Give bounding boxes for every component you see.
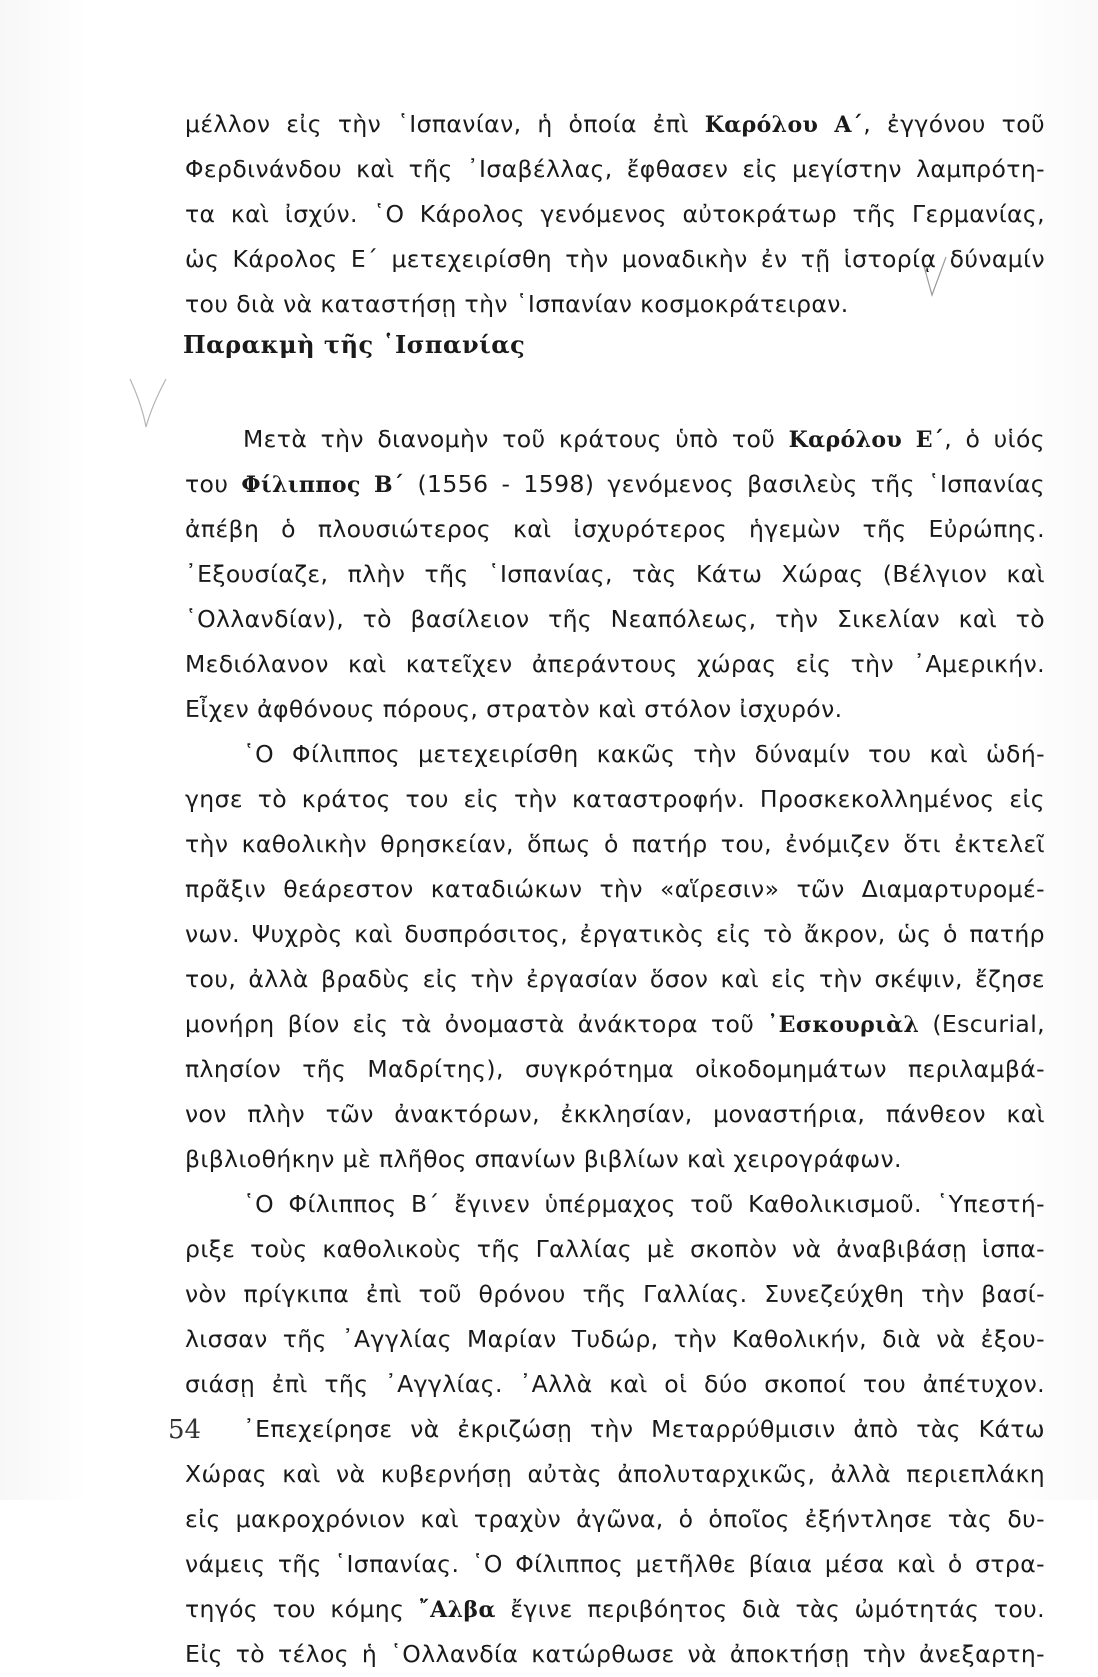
text-line (185, 1272, 1045, 1317)
section-heading: Παρακμὴ τῆς ῾Ισπανίας (183, 330, 526, 359)
text-line (185, 822, 1045, 867)
text-run: νων. Ψυχρὸς καὶ δυσπρόσιτος, ἐργατικὸς εἰς τὸ ἄκρον, ὡς ὁ πατήρ (185, 920, 1045, 948)
text-line (185, 1362, 1045, 1407)
text-line (185, 1407, 1045, 1452)
text-run: ῾Ολλανδίαν), τὸ βασίλειον τῆς Νεαπόλεως, τὴν Σικελίαν καὶ τὸ (185, 605, 1045, 633)
text-run: Φερδινάνδου καὶ τῆς ᾽Ισαβέλλας, ἔφθασεν εἰς μεγίστην λαμπρότη- (185, 155, 1045, 183)
bold-name: Καρόλου Α΄ (704, 112, 864, 138)
text-line (185, 147, 1045, 192)
text-line (185, 1182, 1045, 1227)
text-line (185, 1452, 1045, 1497)
text-run: Χώρας καὶ νὰ κυβερνήσῃ αὐτὰς ἀπολυταρχικῶς, ἀλλὰ περιεπλάκη (185, 1460, 1045, 1488)
text-run: ἔγινε περιβόητος διὰ τὰς ὠμότητάς του. (495, 1595, 1045, 1623)
text-run: , ἐγγόνου τοῦ (863, 110, 1045, 138)
text-run: ριξε τοὺς καθολικοὺς τῆς Γαλλίας μὲ σκοπὸν νὰ ἀναβιβάσῃ ἱσπα- (185, 1235, 1045, 1263)
text-run: εἰς μακροχρόνιον καὶ τραχὺν ἀγῶνα, ὁ ὁποῖος ἐξήντλησε τὰς δυ- (185, 1505, 1045, 1533)
text-line (185, 597, 1045, 642)
pencil-tick-mark (128, 375, 168, 435)
text-line (185, 1047, 1045, 1092)
text-line (185, 687, 1045, 732)
text-run: (Escurial, (919, 1010, 1045, 1038)
text-run: του (185, 470, 242, 498)
text-line (185, 1002, 1045, 1047)
text-run: πλησίον τῆς Μαδρίτης), συγκρότημα οἰκοδομημάτων περιλαμβά- (185, 1055, 1045, 1083)
text-run: του διὰ νὰ καταστήσῃ τὴν ῾Ισπανίαν κοσμοκράτειραν. (185, 290, 849, 318)
text-run: ᾽Επεχείρησε νὰ ἐκριζώσῃ τὴν Μεταρρύθμισιν ἀπὸ τὰς Κάτω (243, 1415, 1045, 1443)
text-run: σιάσῃ ἐπὶ τῆς ᾽Αγγλίας. ᾽Αλλὰ καὶ οἱ δύο σκοποί του ἀπέτυχον. (185, 1370, 1045, 1398)
bold-name: Καρόλου Ε΄ (788, 427, 945, 453)
text-line (185, 777, 1045, 822)
text-line (185, 1497, 1045, 1542)
bold-name: Φίλιππος Β΄ (241, 472, 405, 498)
text-run: ὡς Κάρολος Ε΄ μετεχειρίσθη τὴν μοναδικὴν ἐν τῇ ἱστορίᾳ δύναμίν (185, 245, 1045, 273)
text-run: νὸν πρίγκιπα ἐπὶ τοῦ θρόνου τῆς Γαλλίας. Συνεζεύχθη τὴν βασί- (185, 1280, 1045, 1308)
text-line (185, 102, 1045, 147)
text-line (185, 507, 1045, 552)
text-run: Μεδιόλανον καὶ κατεῖχεν ἀπεράντους χώρας εἰς τὴν ᾽Αμερικήν. (185, 650, 1045, 678)
paragraph-top (185, 102, 1045, 327)
text-run: νάμεις τῆς ῾Ισπανίας. ῾Ο Φίλιππος μετῆλθε βίαια μέσα καὶ ὁ στρα- (185, 1550, 1045, 1578)
text-run: λισσαν τῆς ᾽Αγγλίας Μαρίαν Τυδώρ, τὴν Καθολικήν, διὰ νὰ ἐξου- (185, 1325, 1045, 1353)
text-run: Μετὰ τὴν διανομὴν τοῦ κράτους ὑπὸ τοῦ (243, 425, 789, 453)
text-line (185, 282, 1045, 327)
text-run: ᾽Εξουσίαζε, πλὴν τῆς ῾Ισπανίας, τὰς Κάτω Χώρας (Βέλγιον καὶ (185, 560, 1045, 588)
text-run: Εἰς τὸ τέλος ἡ ῾Ολλανδία κατώρθωσε νὰ ἀποκτήσῃ τὴν ἀνεξαρτη- (185, 1640, 1045, 1668)
text-run: του, ἀλλὰ βραδὺς εἰς τὴν ἐργασίαν ὅσον καὶ εἰς τὴν σκέψιν, ἔζησε (185, 965, 1045, 993)
text-run: , ὁ υἱός (944, 425, 1045, 453)
text-line (185, 732, 1045, 777)
bold-name: ᾽Εσκουριὰλ (767, 1012, 920, 1038)
text-line (185, 957, 1045, 1002)
text-run: ῾Ο Φίλιππος Β΄ ἔγινεν ὑπέρμαχος τοῦ Καθολικισμοῦ. ῾Υπεστή- (243, 1190, 1045, 1218)
text-line (185, 237, 1045, 282)
text-line (185, 1542, 1045, 1587)
text-run: μέλλον εἰς τὴν ῾Ισπανίαν, ἡ ὁποία ἐπὶ (185, 110, 705, 138)
text-run: τὴν καθολικὴν θρησκείαν, ὅπως ὁ πατήρ του, ἐνόμιζεν ὅτι ἐκτελεῖ (185, 830, 1045, 858)
page-number: 54 (168, 1415, 202, 1445)
text-line (185, 552, 1045, 597)
text-line (185, 417, 1045, 462)
bold-name: ῎Αλβα (418, 1597, 496, 1623)
text-line (185, 1632, 1045, 1677)
text-run: γησε τὸ κράτος του εἰς τὴν καταστροφήν. Προσκεκολλημένος εἰς (185, 785, 1045, 813)
text-run: τα καὶ ἰσχύν. ῾Ο Κάρολος γενόμενος αὐτοκράτωρ τῆς Γερμανίας, (185, 200, 1045, 228)
text-run: μονήρη βίον εἰς τὰ ὀνομαστὰ ἀνάκτορα τοῦ (185, 1010, 768, 1038)
text-line (185, 462, 1045, 507)
text-line (185, 1227, 1045, 1272)
text-line (185, 1587, 1045, 1632)
text-run: βιβλιοθήκην μὲ πλῆθος σπανίων βιβλίων καὶ χειρογράφων. (185, 1145, 902, 1173)
text-run: νον πλὴν τῶν ἀνακτόρων, ἐκκλησίαν, μοναστήρια, πάνθεον καὶ (185, 1100, 1045, 1128)
section-body (185, 417, 1045, 1677)
text-run: πρᾶξιν θεάρεστον καταδιώκων τὴν «αἵρεσιν» τῶν Διαμαρτυρομέ- (185, 875, 1045, 903)
text-run: (1556 - 1598) γενόμενος βασιλεὺς τῆς ῾Ισπανίας (404, 470, 1046, 498)
text-line (185, 192, 1045, 237)
text-line (185, 642, 1045, 687)
text-line (185, 1317, 1045, 1362)
text-line (185, 1137, 1045, 1182)
text-run: ῾Ο Φίλιππος μετεχειρίσθη κακῶς τὴν δύναμίν του καὶ ὡδή- (243, 740, 1045, 768)
text-run: τηγός του κόμης (185, 1595, 419, 1623)
text-line (185, 912, 1045, 957)
text-line (185, 867, 1045, 912)
text-run: ἀπέβη ὁ πλουσιώτερος καὶ ἰσχυρότερος ἡγεμὼν τῆς Εὐρώπης. (185, 515, 1045, 543)
text-line (185, 1092, 1045, 1137)
text-run: Εἶχεν ἀφθόνους πόρους, στρατὸν καὶ στόλον ἰσχυρόν. (185, 695, 843, 723)
